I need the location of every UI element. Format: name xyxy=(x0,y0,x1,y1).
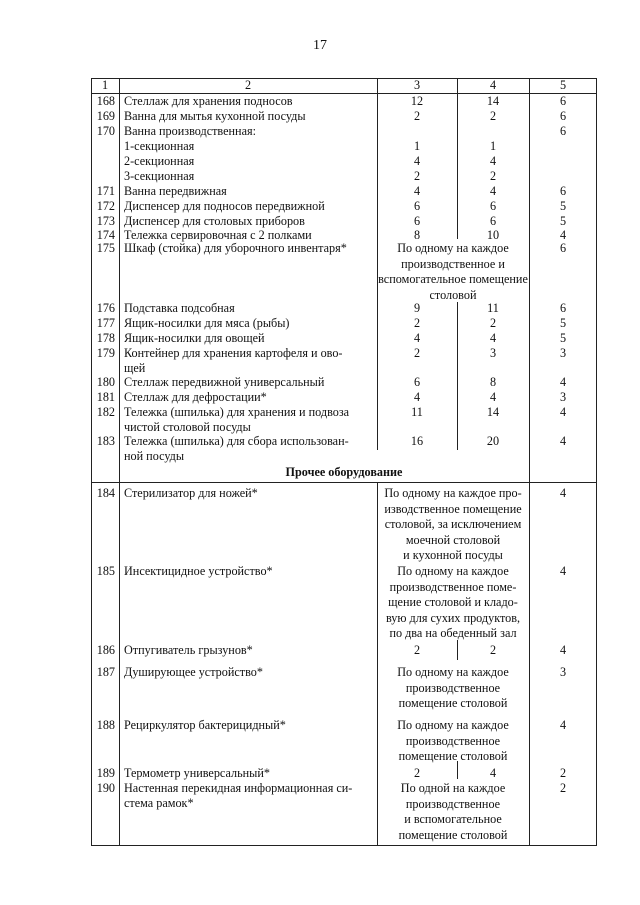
quantity-col-5: 2 xyxy=(559,766,567,780)
quantity-col-5: 4 xyxy=(559,405,567,419)
page-number: 17 xyxy=(313,38,327,53)
item-name: Контейнер для хранения картофеля и ово- xyxy=(124,346,343,360)
item-quantity-note: По одному на каждое производственное и вспомогательное помещение столовой xyxy=(378,241,528,302)
row-number: 182 xyxy=(96,405,115,419)
equipment-table xyxy=(91,78,597,846)
quantity-col-4: 10 xyxy=(486,228,500,242)
note-line: По одной на каждое xyxy=(400,781,506,795)
note-line: помещение столовой xyxy=(398,749,508,763)
item-name: 1-секционная xyxy=(124,139,195,153)
item-name: Диспенсер для столовых приборов xyxy=(124,214,305,228)
item-name-continued: чистой столовой посуды xyxy=(124,420,251,434)
item-name-continued: ной посуды xyxy=(124,449,185,463)
row-number: 188 xyxy=(96,718,115,732)
item-name: Душирующее устройство* xyxy=(124,665,263,679)
quantity-col-4: 6 xyxy=(489,214,497,228)
item-name: Стеллаж передвижной универсальный xyxy=(124,375,325,389)
quantity-col-3: 6 xyxy=(413,375,421,389)
quantity-col-4: 1 xyxy=(489,139,497,153)
item-name: 2-секционная xyxy=(124,154,195,168)
item-name: Шкаф (стойка) для уборочного инвентаря* xyxy=(124,241,347,255)
item-name: Ванна для мытья кухонной посуды xyxy=(124,109,306,123)
note-line: столовой, за исключением xyxy=(384,517,522,531)
row-number: 181 xyxy=(96,390,115,404)
header-col-2: 2 xyxy=(244,78,252,92)
item-quantity-note xyxy=(377,564,529,642)
quantity-col-3: 16 xyxy=(410,434,424,448)
quantity-col-3: 2 xyxy=(413,109,421,123)
quantity-col-4: 3 xyxy=(489,346,497,360)
quantity-col-5: 6 xyxy=(559,301,567,315)
quantity-col-3: 4 xyxy=(413,331,421,345)
row-number: 185 xyxy=(96,564,115,578)
row-number: 187 xyxy=(96,665,115,679)
note-line: и кухонной посуды xyxy=(403,548,503,562)
quantity-col-3: 4 xyxy=(413,184,421,198)
section-title: Прочее оборудование xyxy=(285,465,403,479)
quantity-col-3: 9 xyxy=(413,301,421,315)
quantity-col-5: 6 xyxy=(559,184,567,198)
quantity-col-4: 2 xyxy=(489,316,497,330)
quantity-col-5: 3 xyxy=(559,665,567,679)
item-quantity-note xyxy=(377,781,529,843)
note-line: производственное xyxy=(405,733,501,748)
item-name: Тележка сервировочная с 2 полками xyxy=(124,228,312,242)
note-line: По одному на каждое xyxy=(397,665,509,679)
note-line: производственное xyxy=(405,796,501,811)
quantity-col-4: 2 xyxy=(489,643,497,657)
item-name: Стеллаж для дефростации* xyxy=(124,390,267,404)
row-number: 177 xyxy=(96,316,115,330)
item-name: Термометр универсальный* xyxy=(124,766,270,780)
row-number: 184 xyxy=(96,486,115,500)
note-line: вую для сухих продуктов, xyxy=(385,610,521,625)
item-name: Стерилизатор для ножей* xyxy=(124,486,258,500)
quantity-col-5: 4 xyxy=(559,434,567,448)
row-number: 190 xyxy=(96,781,115,795)
item-name: Отпугиватель грызунов* xyxy=(124,643,253,657)
quantity-col-4: 4 xyxy=(489,331,497,345)
table-border xyxy=(119,78,120,846)
row-number: 172 xyxy=(96,199,115,213)
quantity-col-4: 2 xyxy=(489,109,497,123)
note-line: помещение столовой xyxy=(398,827,508,842)
note-line: моечной столовой xyxy=(405,532,501,547)
quantity-col-3: 2 xyxy=(413,643,421,657)
row-number: 178 xyxy=(96,331,115,345)
item-name: Инсектицидное устройство* xyxy=(124,564,273,578)
quantity-col-4: 4 xyxy=(489,766,497,780)
quantity-col-5: 6 xyxy=(559,109,567,123)
item-quantity-note xyxy=(377,718,529,765)
item-name: Тележка (шпилька) для хранения и подвоза xyxy=(124,405,350,419)
quantity-col-5: 3 xyxy=(559,346,567,360)
quantity-col-5: 5 xyxy=(559,214,567,228)
quantity-col-5: 4 xyxy=(559,643,567,657)
quantity-col-3: 1 xyxy=(413,139,421,153)
quantity-col-5: 6 xyxy=(559,94,567,108)
row-number: 175 xyxy=(96,241,115,255)
quantity-col-4: 2 xyxy=(489,169,497,183)
quantity-col-5: 5 xyxy=(559,331,567,345)
quantity-col-3: 2 xyxy=(413,169,421,183)
note-line: По одному на каждое про- xyxy=(384,486,522,500)
quantity-col-5: 4 xyxy=(559,718,567,732)
note-line: По одному на каждое xyxy=(397,564,509,578)
quantity-col-4: 14 xyxy=(486,94,500,108)
item-name: Подставка подсобная xyxy=(124,301,235,315)
quantity-col-5: 5 xyxy=(559,316,567,330)
note-line: По одному на каждое xyxy=(397,718,509,732)
quantity-col-3: 6 xyxy=(413,214,421,228)
item-name-continued: стема рамок* xyxy=(124,796,194,810)
quantity-col-5: 6 xyxy=(559,241,567,255)
row-number: 176 xyxy=(96,301,115,315)
quantity-col-3: 6 xyxy=(413,199,421,213)
note-line: по два на обеденный зал xyxy=(389,626,517,640)
row-number: 173 xyxy=(96,214,115,228)
header-col-4: 4 xyxy=(489,78,497,92)
row-number: 169 xyxy=(96,109,115,123)
quantity-col-5: 4 xyxy=(559,564,567,578)
quantity-col-3: 4 xyxy=(413,390,421,404)
item-name: Рециркулятор бактерицидный* xyxy=(124,718,286,732)
quantity-col-5: 2 xyxy=(559,781,567,795)
note-line: щение столовой и кладо- xyxy=(388,595,518,609)
quantity-col-3: 2 xyxy=(413,316,421,330)
quantity-col-5: 4 xyxy=(559,486,567,500)
quantity-col-4: 11 xyxy=(487,301,499,315)
item-name: Стеллаж для хранения подносов xyxy=(124,94,293,108)
quantity-col-3: 2 xyxy=(413,766,421,780)
item-name-continued: щей xyxy=(124,361,146,375)
row-number: 186 xyxy=(96,643,115,657)
row-number: 174 xyxy=(96,228,115,242)
item-name: Тележка (шпилька) для сбора использован- xyxy=(124,434,349,448)
note-line: производственное поме- xyxy=(389,579,517,594)
header-col-1: 1 xyxy=(101,78,109,92)
note-line: помещение столовой xyxy=(398,696,508,710)
quantity-col-4: 14 xyxy=(486,405,500,419)
quantity-col-3: 12 xyxy=(410,94,424,108)
header-col-5: 5 xyxy=(559,78,567,92)
quantity-col-4: 4 xyxy=(489,154,497,168)
item-name: Ящик-носилки для мяса (рыбы) xyxy=(124,316,290,330)
quantity-col-4: 20 xyxy=(486,434,500,448)
item-quantity-note xyxy=(377,665,529,712)
quantity-col-5: 5 xyxy=(559,199,567,213)
quantity-col-5: 4 xyxy=(559,375,567,389)
note-line: и вспомогательное xyxy=(404,812,502,826)
item-name: Ванна производственная: xyxy=(124,124,256,138)
note-line: изводственное помещение xyxy=(384,501,522,516)
row-number: 179 xyxy=(96,346,115,360)
quantity-col-4: 4 xyxy=(489,184,497,198)
row-number: 168 xyxy=(96,94,115,108)
item-name: Диспенсер для подносов передвижной xyxy=(124,199,325,213)
item-name: 3-секционная xyxy=(124,169,195,183)
item-name: Настенная перекидная информационная си- xyxy=(124,781,353,795)
quantity-col-3: 2 xyxy=(413,346,421,360)
item-name: Ванна передвижная xyxy=(124,184,227,198)
quantity-col-4: 6 xyxy=(489,199,497,213)
quantity-col-3: 8 xyxy=(413,228,421,242)
quantity-col-5: 3 xyxy=(559,390,567,404)
row-number: 171 xyxy=(96,184,115,198)
row-number: 170 xyxy=(96,124,115,138)
item-quantity-note xyxy=(377,486,529,564)
quantity-col-5: 6 xyxy=(559,124,567,138)
item-name: Ящик-носилки для овощей xyxy=(124,331,265,345)
note-line: производственное xyxy=(405,680,501,695)
quantity-col-5: 4 xyxy=(559,228,567,242)
quantity-col-3: 4 xyxy=(413,154,421,168)
row-number: 189 xyxy=(96,766,115,780)
quantity-col-4: 8 xyxy=(489,375,497,389)
quantity-col-3: 11 xyxy=(411,405,423,419)
row-number: 183 xyxy=(96,434,115,448)
header-col-3: 3 xyxy=(413,78,421,92)
row-number: 180 xyxy=(96,375,115,389)
quantity-col-4: 4 xyxy=(489,390,497,404)
